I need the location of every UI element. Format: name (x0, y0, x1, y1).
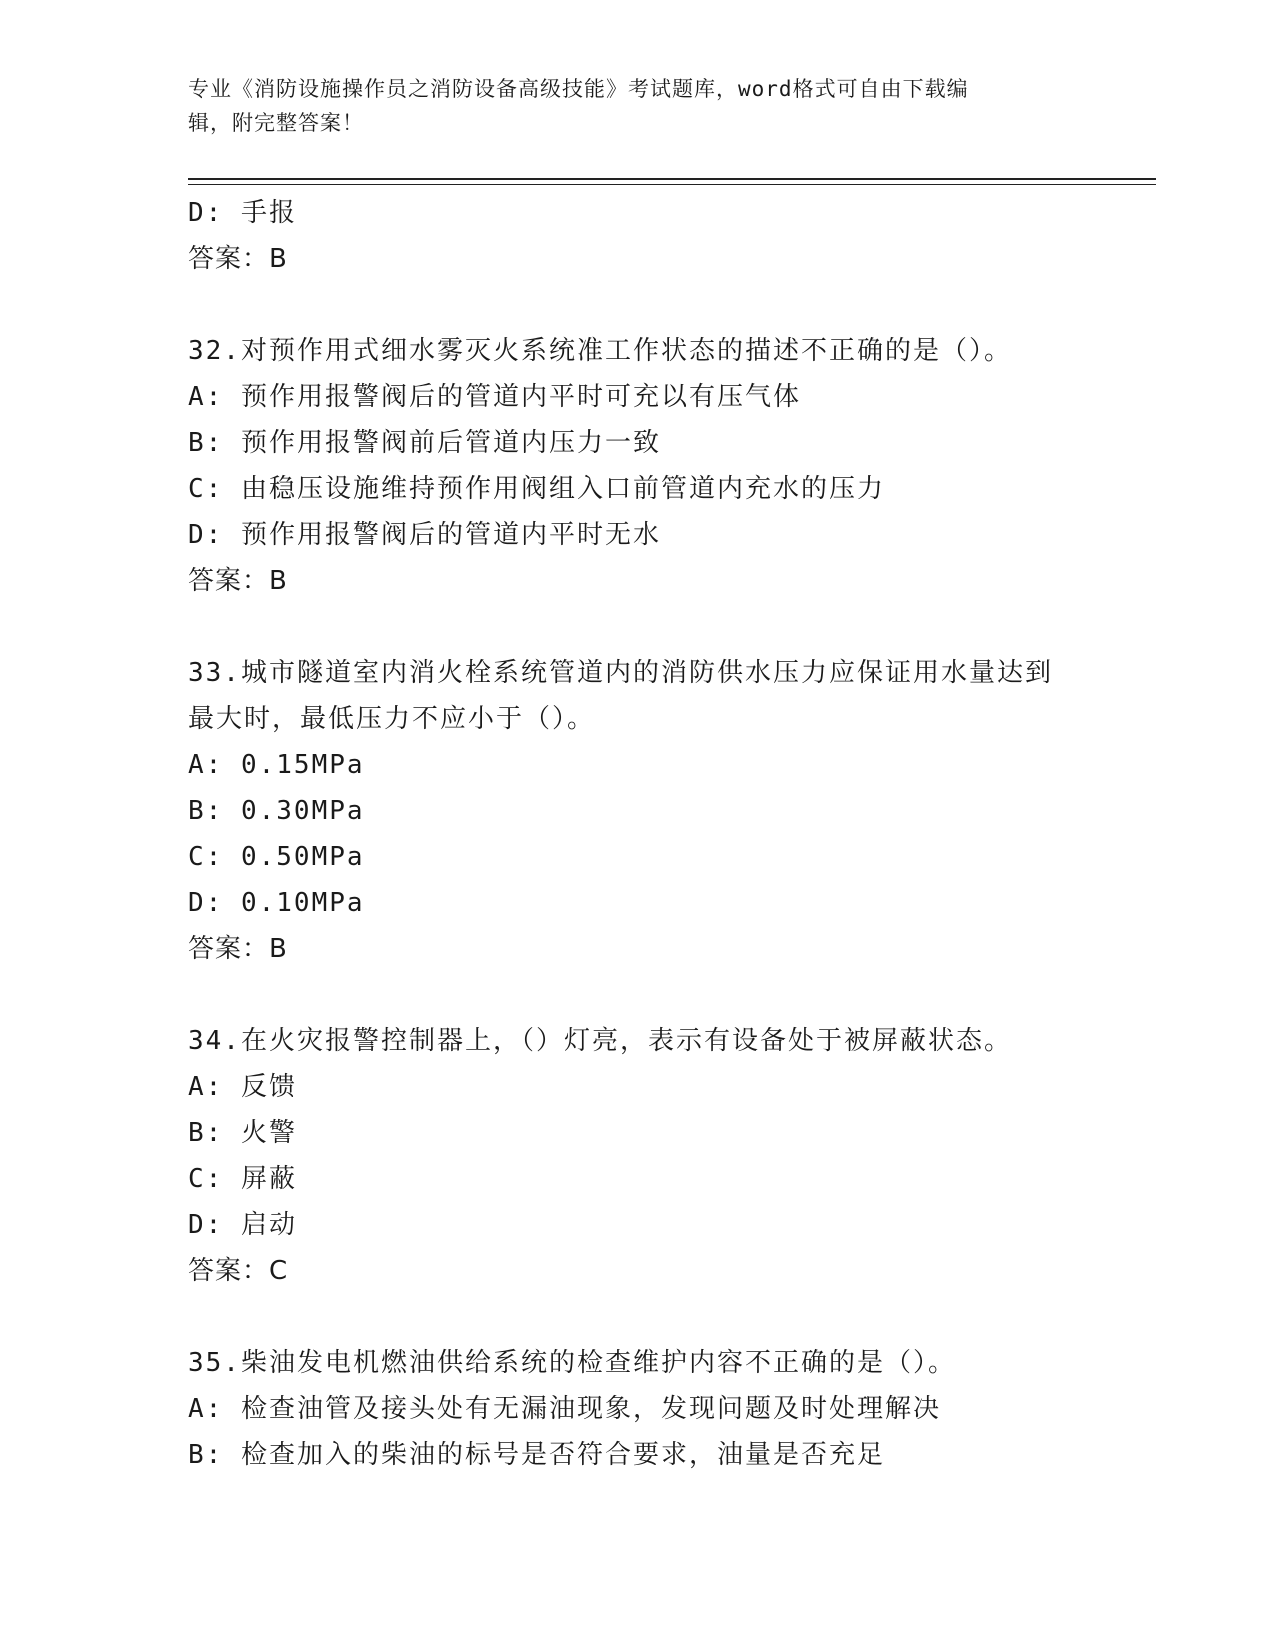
header-line-1: 专业《消防设施操作员之消防设备高级技能》考试题库，word格式可自由下载编 (188, 77, 969, 101)
question-stem: 35.柴油发电机燃油供给系统的检查维护内容不正确的是（）。 (188, 1348, 956, 1378)
question-35 (188, 1340, 1108, 1478)
spacer (188, 282, 1108, 328)
document-header (188, 72, 1068, 140)
option-b: B: 0.30MPa (188, 796, 365, 826)
answer: 答案：B (188, 566, 288, 596)
prev-answer: 答案：B (188, 244, 288, 274)
option-c: C: 0.50MPa (188, 842, 365, 872)
question-stem: 34.在火灾报警控制器上，（）灯亮，表示有设备处于被屏蔽状态。 (188, 1026, 1012, 1056)
spacer (188, 604, 1108, 650)
spacer (188, 1294, 1108, 1340)
prev-option-d: D: 手报 (188, 198, 297, 228)
question-content (188, 190, 1108, 1478)
option-c: C: 屏蔽 (188, 1164, 297, 1194)
question-stem: 32.对预作用式细水雾灭火系统准工作状态的描述不正确的是（）。 (188, 336, 1012, 366)
option-d: D: 0.10MPa (188, 888, 365, 918)
option-b: B: 火警 (188, 1118, 297, 1148)
spacer (188, 972, 1108, 1018)
question-34 (188, 1018, 1108, 1294)
header-rule-thick (188, 178, 1156, 180)
option-a: A: 检查油管及接头处有无漏油现象，发现问题及时处理解决 (188, 1394, 941, 1424)
option-a: A: 0.15MPa (188, 750, 365, 780)
option-b: B: 预作用报警阀前后管道内压力一致 (188, 428, 661, 458)
answer: 答案：C (188, 1256, 289, 1286)
question-stem-line-2: 最大时，最低压力不应小于（）。 (188, 704, 596, 734)
answer: 答案：B (188, 934, 288, 964)
header-line-2: 辑，附完整答案！ (188, 111, 364, 135)
option-d: D: 预作用报警阀后的管道内平时无水 (188, 520, 661, 550)
option-b: B: 检查加入的柴油的标号是否符合要求，油量是否充足 (188, 1440, 885, 1470)
question-stem-line-1: 33.城市隧道室内消火栓系统管道内的消防供水压力应保证用水量达到 (188, 658, 1053, 688)
question-33 (188, 650, 1108, 972)
header-rule-thin (188, 184, 1156, 185)
option-d: D: 启动 (188, 1210, 297, 1240)
question-32 (188, 328, 1108, 604)
option-a: A: 反馈 (188, 1072, 297, 1102)
option-a: A: 预作用报警阀后的管道内平时可充以有压气体 (188, 382, 801, 412)
option-c: C: 由稳压设施维持预作用阀组入口前管道内充水的压力 (188, 474, 885, 504)
